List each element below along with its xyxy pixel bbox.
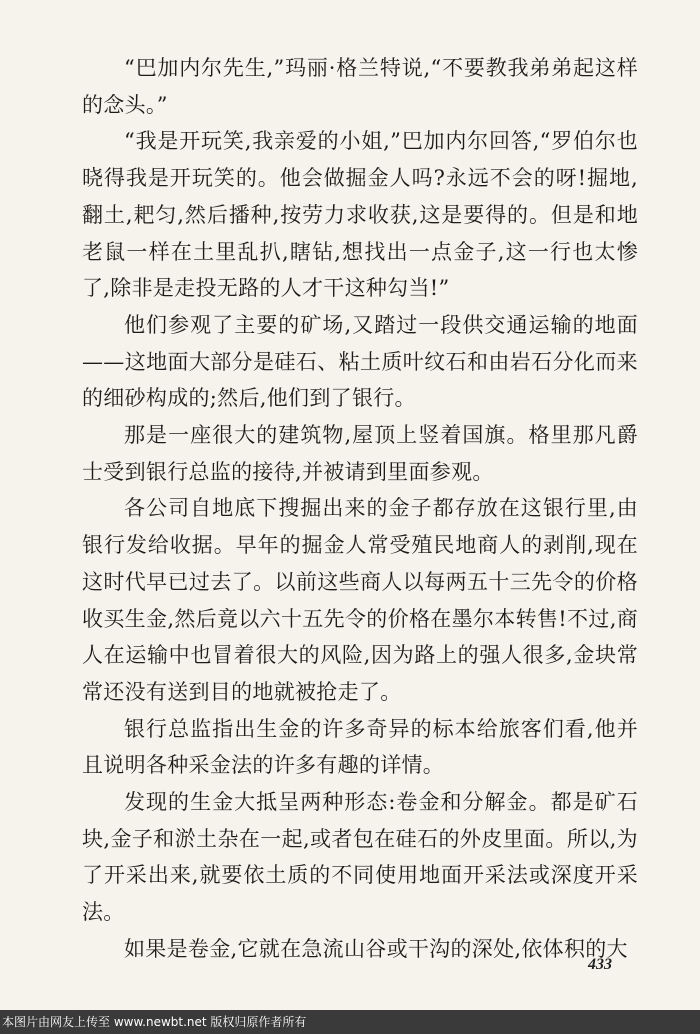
paragraph: “我是开玩笑,我亲爱的小姐,”巴加内尔回答,“罗伯尔也晓得我是开玩笑的。他会做掘金人吗?永远不会的呀!掘地,翻土,耙匀,然后播种,按劳力求收获,这是要得的。但是和地老鼠一样在土里乱扒,瞎钻,想找出一点金子,这一行也太惨了,除非是走投无路的人才干这种勾当!” bbox=[82, 129, 638, 301]
watermark-footer: 本图片由网友上传至 www.newbt.net 版权归原作者所有 bbox=[0, 1010, 700, 1034]
paragraph: 他们参观了主要的矿场,又踏过一段供交通运输的地面——这地面大部分是硅石、粘土质叶纹石和由岩石分化而来的细砂构成的;然后,他们到了银行。 bbox=[82, 312, 638, 411]
paragraph: 那是一座很大的建筑物,屋顶上竖着国旗。格里那凡爵士受到银行总监的接待,并被请到里面参观。 bbox=[82, 423, 638, 484]
page-number: 433 bbox=[588, 956, 612, 973]
body-text bbox=[82, 50, 638, 968]
paragraph: 各公司自地底下搜掘出来的金子都存放在这银行里,由银行发给收据。早年的掘金人常受殖民地商人的剥削,现在这时代早已过去了。以前这些商人以每两五十三先令的价格收买生金,然后竟以六十五先令的价格在墨尔本转售!不过,商人在运输中也冒着很大的风险,因为路上的强人很多,金块常常还没有送到目的地就被抢走了。 bbox=[82, 496, 638, 704]
paragraph: “巴加内尔先生,”玛丽·格兰特说,“不要教我弟弟起这样的念头。” bbox=[82, 56, 638, 117]
paragraph: 银行总监指出生金的许多奇异的标本给旅客们看,他并且说明各种采金法的许多有趣的详情。 bbox=[82, 716, 638, 778]
paragraph: 发现的生金大抵呈两种形态:卷金和分解金。都是矿石块,金子和淤土杂在一起,或者包在硅石的外皮里面。所以,为了开采出来,就要依土质的不同使用地面开采法或深度开采法。 bbox=[82, 790, 638, 925]
paragraph: 如果是卷金,它就在急流山谷或干沟的深处,依体积的大 bbox=[124, 936, 628, 961]
